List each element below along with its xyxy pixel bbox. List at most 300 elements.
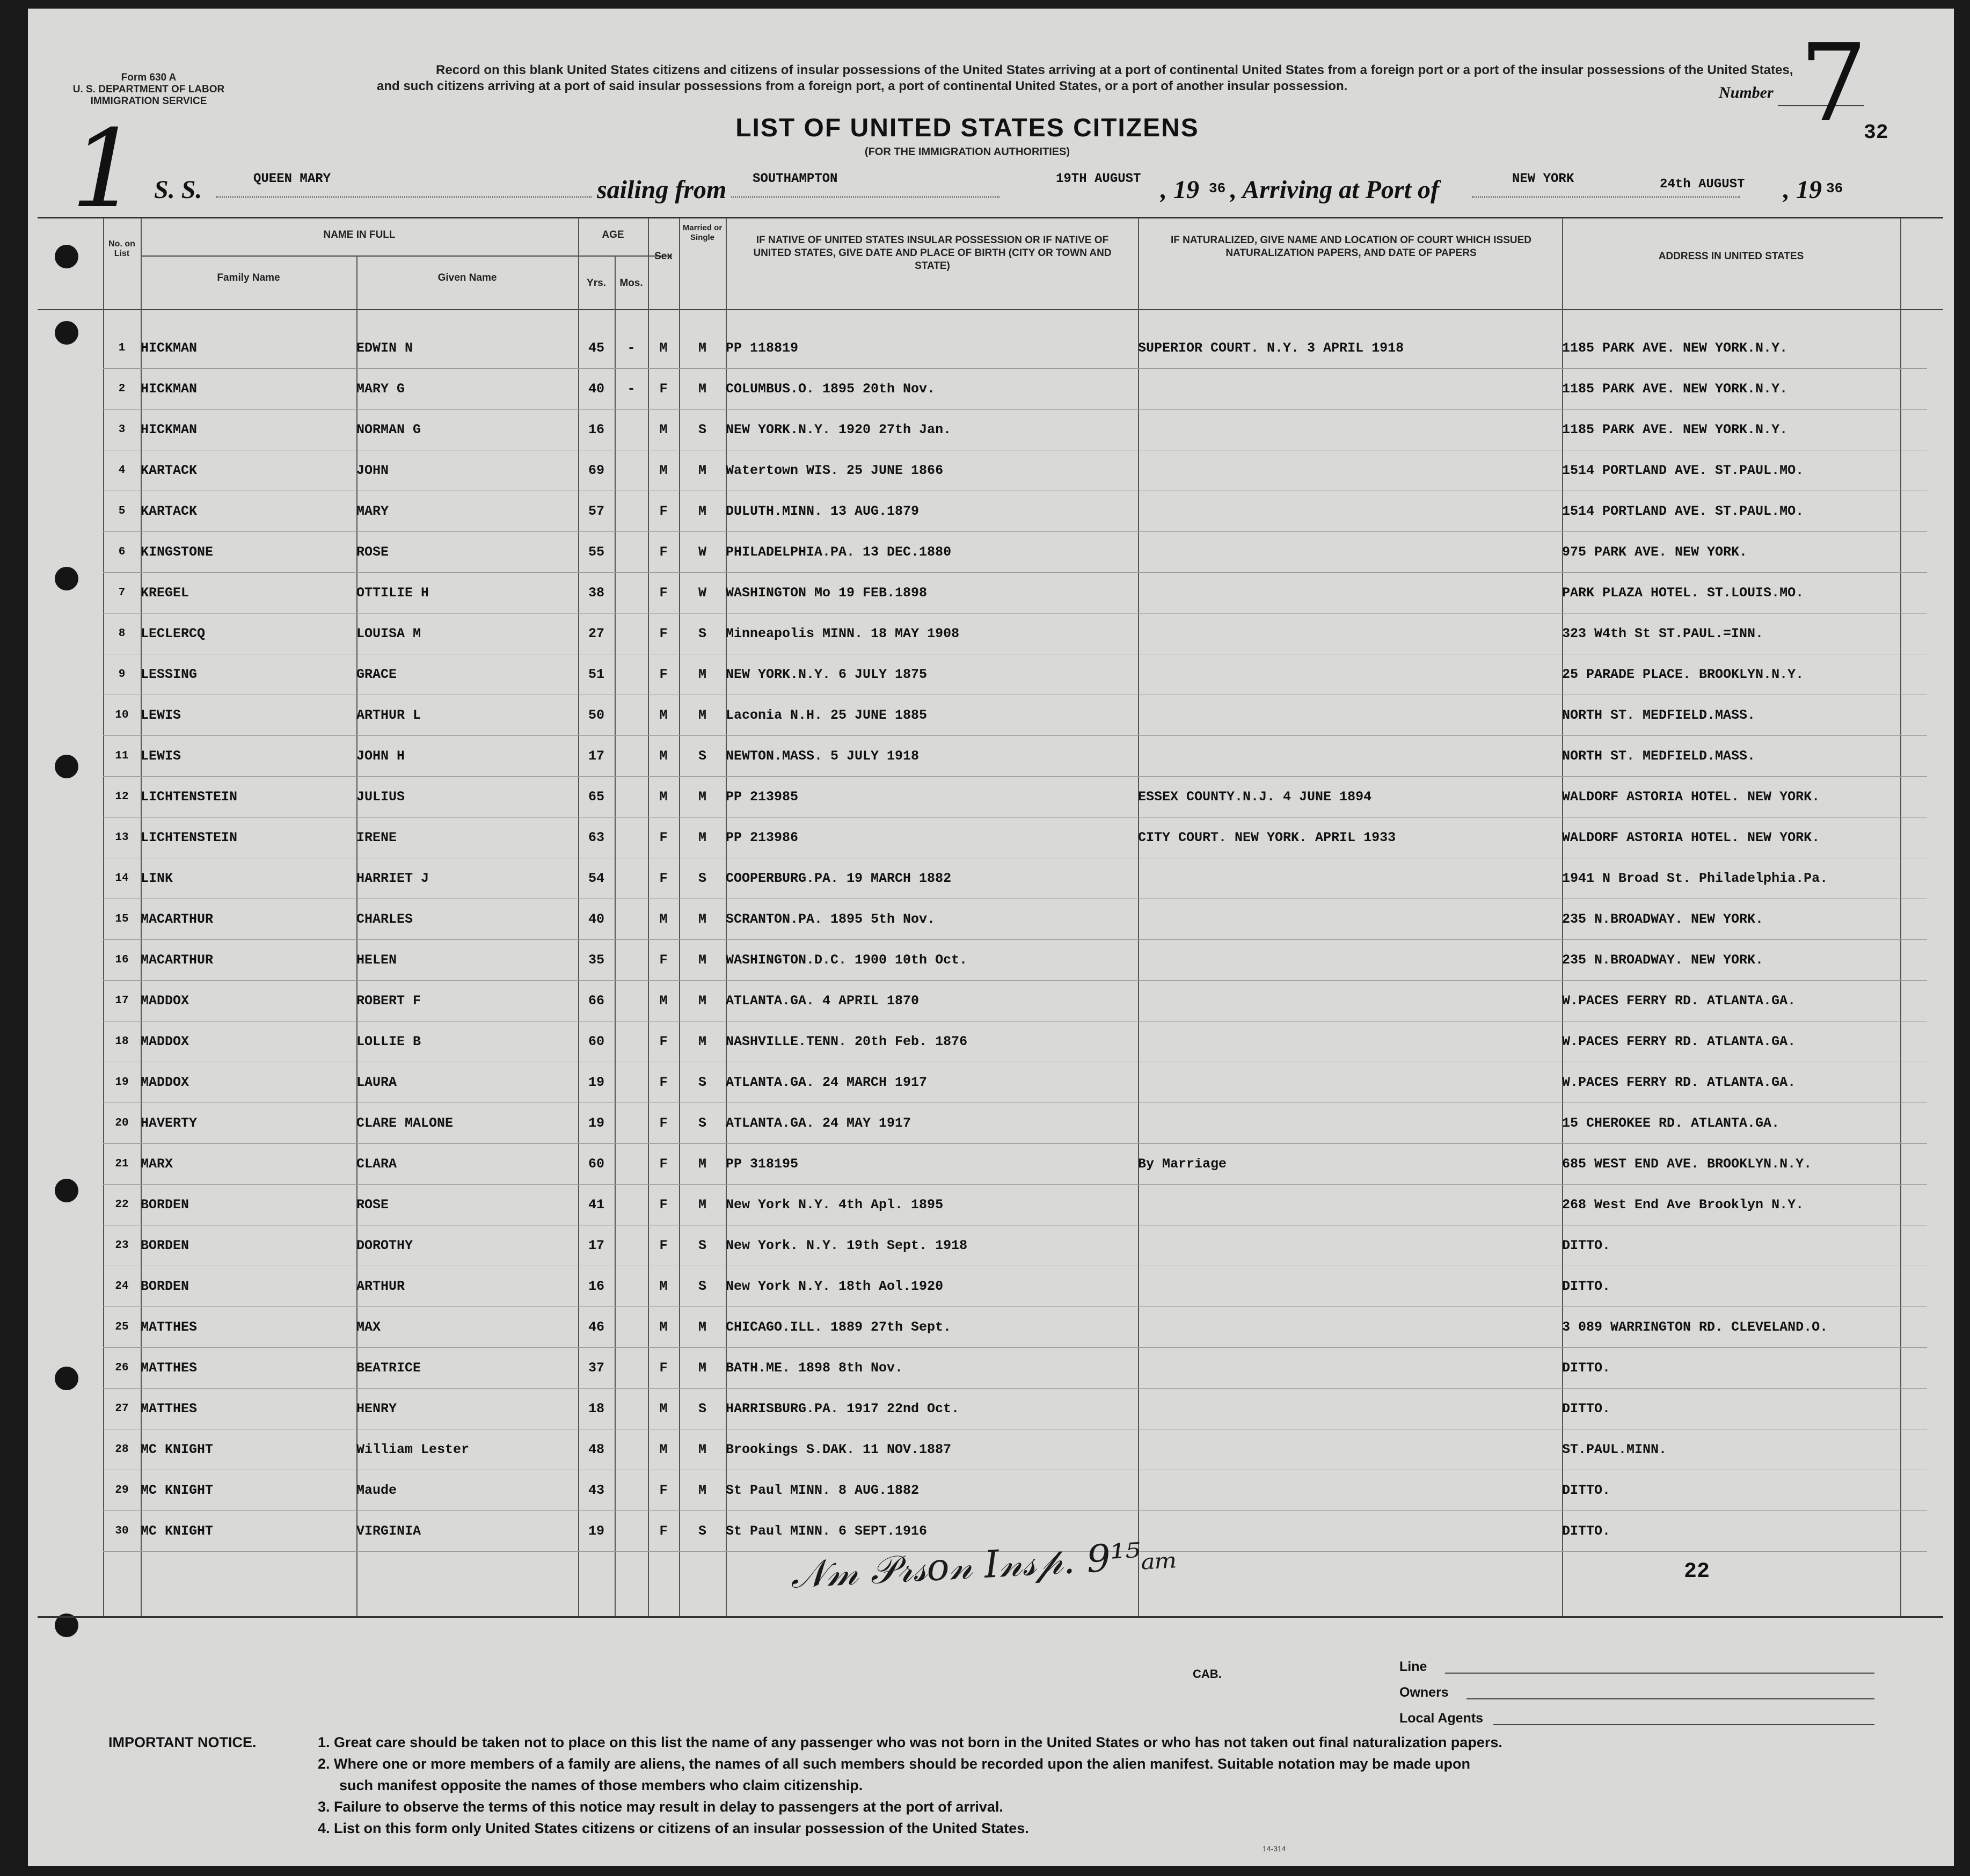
- cell-blank: [1900, 1511, 1927, 1552]
- cell-family: MC KNIGHT: [141, 1470, 356, 1511]
- cell-blank: [1900, 1348, 1927, 1389]
- cell-no: 16: [103, 940, 141, 981]
- cell-family: LICHTENSTEIN: [141, 777, 356, 817]
- header-age: AGE: [602, 229, 624, 240]
- punch-hole: [55, 567, 78, 590]
- cell-yrs: 19: [578, 1511, 615, 1552]
- cell-blank: [1900, 981, 1927, 1021]
- cell-no: 26: [103, 1348, 141, 1389]
- cell-no: 5: [103, 491, 141, 532]
- cell-blank: [1900, 1185, 1927, 1225]
- cell-natz: CITY COURT. NEW YORK. APRIL 1933: [1138, 817, 1562, 858]
- cell-no: 24: [103, 1266, 141, 1307]
- cell-sex: F: [648, 1062, 679, 1103]
- cell-address: DITTO.: [1562, 1225, 1900, 1266]
- cell-natz: [1138, 1470, 1562, 1511]
- cell-ms: S: [679, 1389, 726, 1429]
- cell-ms: S: [679, 1062, 726, 1103]
- cell-family: HAVERTY: [141, 1103, 356, 1144]
- cell-family: LESSING: [141, 654, 356, 695]
- cell-natz: [1138, 573, 1562, 614]
- cell-mos: [615, 736, 648, 777]
- line-underline: [1445, 1673, 1874, 1674]
- cell-address: NORTH ST. MEDFIELD.MASS.: [1562, 736, 1900, 777]
- cell-blank: [1900, 858, 1927, 899]
- cell-no: 28: [103, 1429, 141, 1470]
- cell-address: 15 CHEROKEE RD. ATLANTA.GA.: [1562, 1103, 1900, 1144]
- cell-mos: [615, 817, 648, 858]
- table-row: [103, 614, 1927, 654]
- cell-address: ST.PAUL.MINN.: [1562, 1429, 1900, 1470]
- cell-mos: [615, 858, 648, 899]
- cell-yrs: 51: [578, 654, 615, 695]
- cell-address: 1941 N Broad St. Philadelphia.Pa.: [1562, 858, 1900, 899]
- cell-address: W.PACES FERRY RD. ATLANTA.GA.: [1562, 1021, 1900, 1062]
- cell-sex: F: [648, 1103, 679, 1144]
- table-row: [103, 858, 1927, 899]
- cell-family: MC KNIGHT: [141, 1429, 356, 1470]
- header-bottom-rule: [38, 309, 1943, 310]
- table-row: [103, 410, 1927, 450]
- cell-given: William Lester: [356, 1429, 578, 1470]
- form-number: Form 630 A: [121, 72, 177, 83]
- cell-birth: DULUTH.MINN. 13 AUG.1879: [726, 491, 1138, 532]
- cell-sex: F: [648, 1348, 679, 1389]
- cell-birth: St Paul MINN. 6 SEPT.1916: [726, 1511, 1138, 1552]
- cell-blank: [1900, 1307, 1927, 1348]
- cell-no: 8: [103, 614, 141, 654]
- cell-natz: SUPERIOR COURT. N.Y. 3 APRIL 1918: [1138, 328, 1562, 369]
- cell-no: 21: [103, 1144, 141, 1185]
- cell-address: DITTO.: [1562, 1511, 1900, 1552]
- cell-birth: CHICAGO.ILL. 1889 27th Sept.: [726, 1307, 1138, 1348]
- table-row: [103, 899, 1927, 940]
- page-title: LIST OF UNITED STATES CITIZENS: [735, 114, 1199, 142]
- cell-ms: M: [679, 695, 726, 736]
- cell-birth: Watertown WIS. 25 JUNE 1866: [726, 450, 1138, 491]
- cell-given: CLARE MALONE: [356, 1103, 578, 1144]
- cell-mos: [615, 899, 648, 940]
- local-agents-label: Local Agents: [1399, 1711, 1484, 1726]
- cell-family: MATTHES: [141, 1307, 356, 1348]
- cell-yrs: 17: [578, 736, 615, 777]
- notice-list: [318, 1732, 1928, 1839]
- table-row: [103, 654, 1927, 695]
- header-address: ADDRESS IN UNITED STATES: [1658, 251, 1804, 262]
- manifest-sheet: [28, 9, 1954, 1866]
- cell-yrs: 19: [578, 1062, 615, 1103]
- cell-sex: M: [648, 410, 679, 450]
- cell-address: 1185 PARK AVE. NEW YORK.N.Y.: [1562, 328, 1900, 369]
- cell-blank: [1900, 1062, 1927, 1103]
- cell-blank: [1900, 1021, 1927, 1062]
- cell-no: 22: [103, 1185, 141, 1225]
- agents-underline: [1493, 1724, 1874, 1725]
- cell-given: IRENE: [356, 817, 578, 858]
- cell-birth: BATH.ME. 1898 8th Nov.: [726, 1348, 1138, 1389]
- cell-yrs: 50: [578, 695, 615, 736]
- cell-natz: [1138, 1021, 1562, 1062]
- cell-blank: [1900, 940, 1927, 981]
- service-name: IMMIGRATION SERVICE: [90, 96, 207, 107]
- cell-address: W.PACES FERRY RD. ATLANTA.GA.: [1562, 981, 1900, 1021]
- cell-family: MARX: [141, 1144, 356, 1185]
- arriving-label: , Arriving at Port of: [1230, 176, 1439, 204]
- cell-family: HICKMAN: [141, 410, 356, 450]
- cell-address: DITTO.: [1562, 1266, 1900, 1307]
- cell-yrs: 27: [578, 614, 615, 654]
- cell-natz: [1138, 1185, 1562, 1225]
- cell-yrs: 41: [578, 1185, 615, 1225]
- cell-birth: PP 213985: [726, 777, 1138, 817]
- cell-no: 10: [103, 695, 141, 736]
- punch-hole: [55, 755, 78, 778]
- table-row: [103, 736, 1927, 777]
- table-row: [103, 573, 1927, 614]
- cell-sex: F: [648, 1144, 679, 1185]
- cell-ms: W: [679, 573, 726, 614]
- cell-birth: NASHVILLE.TENN. 20th Feb. 1876: [726, 1021, 1138, 1062]
- cell-birth: New York. N.Y. 19th Sept. 1918: [726, 1225, 1138, 1266]
- record-instructions: Record on this blank United States citizens and citizens of insular possessions of the United States arriving at a port of continental United States from a foreign port or a port of the insular possessions of the United States, and such citizens arriving at a port of said insular possessions from a foreign port, a port of continental United States, or a port of another insular possession.: [377, 63, 1793, 93]
- cell-sex: F: [648, 654, 679, 695]
- table-row: [103, 491, 1927, 532]
- cell-given: ARTHUR L: [356, 695, 578, 736]
- cell-address: 3 089 WARRINGTON RD. CLEVELAND.O.: [1562, 1307, 1900, 1348]
- cell-ms: S: [679, 736, 726, 777]
- cell-no: 13: [103, 817, 141, 858]
- cell-family: KREGEL: [141, 573, 356, 614]
- header-married-single: Married or Single: [682, 223, 723, 242]
- cell-yrs: 60: [578, 1144, 615, 1185]
- cell-family: MATTHES: [141, 1389, 356, 1429]
- table-row: [103, 695, 1927, 736]
- cell-birth: NEW YORK.N.Y. 6 JULY 1875: [726, 654, 1138, 695]
- cell-no: 25: [103, 1307, 141, 1348]
- cell-birth: ATLANTA.GA. 24 MARCH 1917: [726, 1062, 1138, 1103]
- cell-mos: [615, 532, 648, 573]
- cell-yrs: 57: [578, 491, 615, 532]
- notice-title: IMPORTANT NOTICE.: [108, 1734, 257, 1750]
- cell-blank: [1900, 777, 1927, 817]
- table-row: [103, 1062, 1927, 1103]
- port-underline: [731, 196, 999, 198]
- name-age-rule: [141, 256, 672, 257]
- table-row: [103, 777, 1927, 817]
- table-row: [103, 1470, 1927, 1511]
- cell-sex: F: [648, 1021, 679, 1062]
- cell-mos: [615, 1144, 648, 1185]
- cell-natz: [1138, 1429, 1562, 1470]
- cell-family: HICKMAN: [141, 369, 356, 410]
- departure-year: 36: [1209, 180, 1226, 196]
- cell-family: MADDOX: [141, 1062, 356, 1103]
- table-top-rule: [38, 217, 1943, 218]
- cell-sex: F: [648, 1225, 679, 1266]
- cell-mos: [615, 1389, 648, 1429]
- punch-hole: [55, 321, 78, 345]
- form-code: 14-314: [1263, 1844, 1286, 1853]
- punch-hole: [55, 1367, 78, 1390]
- cell-sex: F: [648, 573, 679, 614]
- cell-address: 268 West End Ave Brooklyn N.Y.: [1562, 1185, 1900, 1225]
- cab-label: CAB.: [1193, 1667, 1222, 1681]
- cell-ms: S: [679, 858, 726, 899]
- header-mos: Mos.: [619, 278, 643, 289]
- cell-blank: [1900, 736, 1927, 777]
- cell-birth: NEWTON.MASS. 5 JULY 1918: [726, 736, 1138, 777]
- cell-mos: [615, 654, 648, 695]
- cell-ms: M: [679, 981, 726, 1021]
- margin-mark: 1: [71, 107, 140, 232]
- cell-sex: M: [648, 736, 679, 777]
- cell-ms: M: [679, 1348, 726, 1389]
- cell-family: BORDEN: [141, 1225, 356, 1266]
- cell-ms: M: [679, 1185, 726, 1225]
- cell-natz: [1138, 654, 1562, 695]
- cell-no: 4: [103, 450, 141, 491]
- cell-address: 323 W4th St ST.PAUL.=INN.: [1562, 614, 1900, 654]
- cell-mos: [615, 777, 648, 817]
- cell-ms: M: [679, 1429, 726, 1470]
- cell-given: CLARA: [356, 1144, 578, 1185]
- cell-birth: WASHINGTON Mo 19 FEB.1898: [726, 573, 1138, 614]
- cell-yrs: 63: [578, 817, 615, 858]
- cell-no: 15: [103, 899, 141, 940]
- cell-birth: Laconia N.H. 25 JUNE 1885: [726, 695, 1138, 736]
- cell-birth: COOPERBURG.PA. 19 MARCH 1882: [726, 858, 1138, 899]
- cell-sex: M: [648, 981, 679, 1021]
- cell-family: MACARTHUR: [141, 899, 356, 940]
- departure-date: 19TH AUGUST: [1056, 172, 1141, 186]
- cell-family: BORDEN: [141, 1266, 356, 1307]
- owners-label: Owners: [1399, 1685, 1449, 1700]
- cell-given: DOROTHY: [356, 1225, 578, 1266]
- cell-natz: [1138, 532, 1562, 573]
- table-row: [103, 1185, 1927, 1225]
- cell-blank: [1900, 654, 1927, 695]
- owners-underline: [1466, 1698, 1874, 1699]
- cell-natz: [1138, 858, 1562, 899]
- table-row: [103, 450, 1927, 491]
- cell-given: LOLLIE B: [356, 1021, 578, 1062]
- cell-natz: [1138, 1225, 1562, 1266]
- cell-family: LECLERCQ: [141, 614, 356, 654]
- cell-given: HELEN: [356, 940, 578, 981]
- cell-birth: ATLANTA.GA. 24 MAY 1917: [726, 1103, 1138, 1144]
- cell-family: HICKMAN: [141, 328, 356, 369]
- cell-yrs: 38: [578, 573, 615, 614]
- cell-no: 3: [103, 410, 141, 450]
- table-row: [103, 1389, 1927, 1429]
- cell-mos: [615, 450, 648, 491]
- number-label: Number: [1719, 84, 1774, 101]
- cell-blank: [1900, 1470, 1927, 1511]
- cell-birth: WASHINGTON.D.C. 1900 10th Oct.: [726, 940, 1138, 981]
- cell-blank: [1900, 1429, 1927, 1470]
- cell-mos: [615, 1225, 648, 1266]
- department-name: U. S. DEPARTMENT OF LABOR: [72, 84, 225, 95]
- cell-mos: [615, 1021, 648, 1062]
- cell-natz: [1138, 1266, 1562, 1307]
- cell-yrs: 19: [578, 1103, 615, 1144]
- cell-blank: [1900, 1144, 1927, 1185]
- cell-no: 23: [103, 1225, 141, 1266]
- cell-address: 1514 PORTLAND AVE. ST.PAUL.MO.: [1562, 491, 1900, 532]
- cell-mos: [615, 1470, 648, 1511]
- cell-mos: [615, 573, 648, 614]
- table-row: [103, 1144, 1927, 1185]
- cell-family: KARTACK: [141, 491, 356, 532]
- cell-ms: M: [679, 450, 726, 491]
- cell-ms: M: [679, 1307, 726, 1348]
- cell-yrs: 69: [578, 450, 615, 491]
- cell-family: MADDOX: [141, 1021, 356, 1062]
- cell-given: Maude: [356, 1470, 578, 1511]
- cell-yrs: 65: [578, 777, 615, 817]
- cell-natz: [1138, 1348, 1562, 1389]
- cell-yrs: 54: [578, 858, 615, 899]
- cell-mos: [615, 1429, 648, 1470]
- cell-ms: S: [679, 1266, 726, 1307]
- cell-yrs: 37: [578, 1348, 615, 1389]
- cell-no: 6: [103, 532, 141, 573]
- cell-mos: [615, 1062, 648, 1103]
- cell-no: 19: [103, 1062, 141, 1103]
- cell-blank: [1900, 1225, 1927, 1266]
- cell-no: 29: [103, 1470, 141, 1511]
- cell-birth: Minneapolis MINN. 18 MAY 1908: [726, 614, 1138, 654]
- header-naturalization: IF NATURALIZED, GIVE NAME AND LOCATION OF COURT WHICH ISSUED NATURALIZATION PAPERS, AND DATE OF PAPERS: [1170, 235, 1531, 259]
- notice-item: 1. Great care should be taken not to place on this list the name of any passenger who was not born in the United States or who has not taken out final naturalization papers.: [318, 1734, 1502, 1750]
- cell-sex: F: [648, 1470, 679, 1511]
- table-row: [103, 1429, 1927, 1470]
- cell-mos: [615, 981, 648, 1021]
- table-row: [103, 369, 1927, 410]
- cell-blank: [1900, 1103, 1927, 1144]
- table-row: [103, 1021, 1927, 1062]
- cell-ms: S: [679, 614, 726, 654]
- cell-sex: M: [648, 695, 679, 736]
- cell-sex: F: [648, 940, 679, 981]
- header-sex: Sex: [654, 251, 673, 262]
- cell-mos: -: [615, 369, 648, 410]
- cell-sex: F: [648, 1185, 679, 1225]
- cell-ms: M: [679, 817, 726, 858]
- cell-given: OTTILIE H: [356, 573, 578, 614]
- cell-address: 975 PARK AVE. NEW YORK.: [1562, 532, 1900, 573]
- cell-given: ROSE: [356, 1185, 578, 1225]
- page-subtitle: (FOR THE IMMIGRATION AUTHORITIES): [864, 146, 1070, 158]
- arrival-underline: [1472, 196, 1740, 198]
- cell-sex: F: [648, 532, 679, 573]
- cell-address: 1185 PARK AVE. NEW YORK.N.Y.: [1562, 410, 1900, 450]
- cell-birth: St Paul MINN. 8 AUG.1882: [726, 1470, 1138, 1511]
- cell-birth: PHILADELPHIA.PA. 13 DEC.1880: [726, 532, 1138, 573]
- table-row: [103, 532, 1927, 573]
- cell-address: 1514 PORTLAND AVE. ST.PAUL.MO.: [1562, 450, 1900, 491]
- cell-given: MAX: [356, 1307, 578, 1348]
- cell-address: 685 WEST END AVE. BROOKLYN.N.Y.: [1562, 1144, 1900, 1185]
- cell-address: NORTH ST. MEDFIELD.MASS.: [1562, 695, 1900, 736]
- cell-sex: M: [648, 450, 679, 491]
- cell-sex: M: [648, 1266, 679, 1307]
- cell-address: 1185 PARK AVE. NEW YORK.N.Y.: [1562, 369, 1900, 410]
- cell-natz: [1138, 899, 1562, 940]
- table-row: [103, 1225, 1927, 1266]
- table-row: [103, 328, 1927, 369]
- cell-ms: M: [679, 369, 726, 410]
- total-count: 22: [1684, 1560, 1710, 1584]
- cell-mos: [615, 1266, 648, 1307]
- cell-blank: [1900, 1389, 1927, 1429]
- cell-ms: M: [679, 328, 726, 369]
- cell-yrs: 16: [578, 410, 615, 450]
- cell-address: 235 N.BROADWAY. NEW YORK.: [1562, 940, 1900, 981]
- cell-address: 25 PARADE PLACE. BROOKLYN.N.Y.: [1562, 654, 1900, 695]
- cell-natz: [1138, 940, 1562, 981]
- cell-sex: F: [648, 1511, 679, 1552]
- cell-yrs: 55: [578, 532, 615, 573]
- cell-no: 27: [103, 1389, 141, 1429]
- cell-natz: [1138, 614, 1562, 654]
- cell-yrs: 18: [578, 1389, 615, 1429]
- ss-label: S. S.: [154, 176, 202, 204]
- cell-given: JOHN H: [356, 736, 578, 777]
- cell-family: LEWIS: [141, 695, 356, 736]
- cell-given: ROBERT F: [356, 981, 578, 1021]
- cell-natz: [1138, 695, 1562, 736]
- table-bottom-rule: [38, 1616, 1943, 1618]
- list-number: 7: [1799, 21, 1868, 146]
- cell-blank: [1900, 369, 1927, 410]
- header-given-name: Given Name: [437, 272, 497, 283]
- cell-sex: M: [648, 328, 679, 369]
- cell-sex: M: [648, 1389, 679, 1429]
- inspector-signature: 𝒩𝓂 𝒫𝓇𝓈𝑜𝓃 𝐼𝓃𝓈𝓅. 9¹⁵ₐₘ: [789, 1532, 1179, 1597]
- cell-given: MARY: [356, 491, 578, 532]
- cell-birth: PP 213986: [726, 817, 1138, 858]
- notice-item: 4. List on this form only United States citizens or citizens of an insular possession of the United States.: [318, 1820, 1029, 1836]
- cell-mos: [615, 1348, 648, 1389]
- cell-ms: M: [679, 1470, 726, 1511]
- cell-no: 1: [103, 328, 141, 369]
- cell-yrs: 43: [578, 1470, 615, 1511]
- cell-mos: [615, 1103, 648, 1144]
- passenger-table: [103, 328, 1927, 1552]
- cell-family: BORDEN: [141, 1185, 356, 1225]
- cell-given: HARRIET J: [356, 858, 578, 899]
- arrival-port: NEW YORK: [1512, 172, 1574, 186]
- cell-yrs: 48: [578, 1429, 615, 1470]
- cell-blank: [1900, 328, 1927, 369]
- cell-birth: COLUMBUS.O. 1895 20th Nov.: [726, 369, 1138, 410]
- notice-item: 2. Where one or more members of a family are aliens, the names of all such members should be recorded upon the alien manifest. Suitable notation may be made upon: [318, 1756, 1471, 1772]
- cell-blank: [1900, 817, 1927, 858]
- year-prefix-2: , 19: [1783, 176, 1822, 204]
- cell-birth: SCRANTON.PA. 1895 5th Nov.: [726, 899, 1138, 940]
- cell-given: LAURA: [356, 1062, 578, 1103]
- cell-mos: [615, 1185, 648, 1225]
- cell-natz: [1138, 981, 1562, 1021]
- cell-given: BEATRICE: [356, 1348, 578, 1389]
- cell-birth: New York N.Y. 4th Apl. 1895: [726, 1185, 1138, 1225]
- cell-yrs: 40: [578, 899, 615, 940]
- arrival-year: 36: [1826, 180, 1843, 196]
- cell-natz: [1138, 1062, 1562, 1103]
- cell-address: WALDORF ASTORIA HOTEL. NEW YORK.: [1562, 817, 1900, 858]
- notice-item: 3. Failure to observe the terms of this notice may result in delay to passengers at the port of arrival.: [318, 1799, 1003, 1815]
